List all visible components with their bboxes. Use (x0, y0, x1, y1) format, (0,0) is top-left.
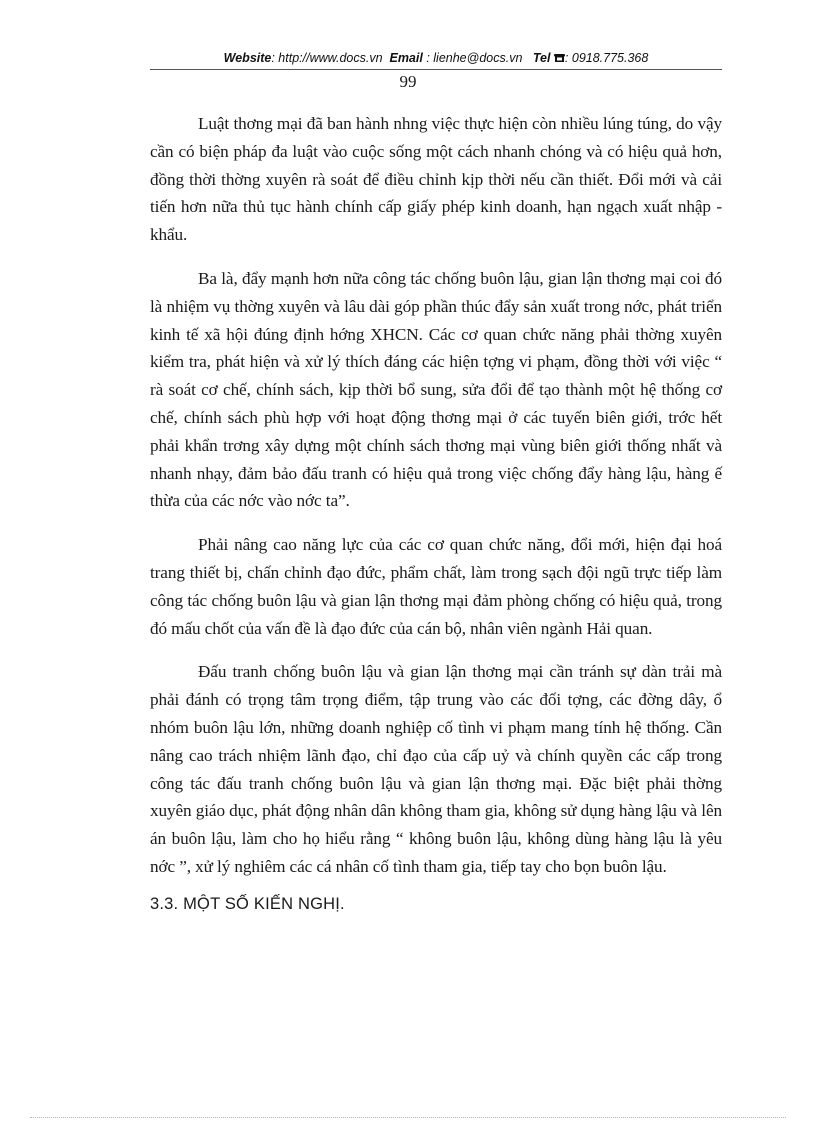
page-number: 99 (399, 72, 417, 91)
header-rule (150, 69, 722, 70)
paragraph-3: Phải nâng cao năng lực của các cơ quan chức năng, đổi mới, hiện đại hoá trang thiết bị, chấn chỉnh đạo đức, phẩm chất, làm trong sạch đội ngũ trực tiếp làm công tác chống buôn lậu và gian lận thơng mại đảm phòng chống có hiệu quả, trong đó mấu chốt của vấn đề là đạo đức của cán bộ, nhân viên ngành Hải quan. (150, 535, 722, 638)
tel-value: : 0918.775.368 (564, 51, 649, 65)
paragraph-2: Ba là, đẩy mạnh hơn nữa công tác chống buôn lậu, gian lận thơng mại coi đó là nhiệm vụ thờng xuyên và lâu dài góp phần thúc đẩy sản xuất trong nớc, phát triển kinh tế xã hội đúng định hớng XHCN. Các cơ quan chức năng phải thờng xuyên kiểm tra, phát hiện và xử lý thích đáng các hiện tợng vi phạm, đồng thời với việc “ rà soát cơ chế, chính sách, kịp thời bổ sung, sửa đổi để tạo thành một hệ thống cơ chế, chính sách phù hợp với hoạt động thơng mại ở các tuyến biên giới, trớc hết phải khẩn trơng xây dựng một chính sách thơng mại vùng biên giới thống nhất và nhanh nhạy, đảm bảo đấu tranh có hiệu quả trong việc chống đẩy hàng lậu, hàng ế thừa của các nớc vào nớc ta”. (150, 268, 722, 511)
document-body (150, 110, 722, 914)
paragraph-1: Luật thơng mại đã ban hành nhng việc thực hiện còn nhiều lúng túng, do vậy cần có biện pháp đa luật vào cuộc sống một cách nhanh chóng và có hiệu quả hơn, đồng thời thờng xuyên rà soát để điều chỉnh kịp thời nếu cần thiết. Đổi mới và cải tiến hơn nữa thủ tục hành chính cấp giấy phép kinh doanh, hạn ngạch xuất nhập - khẩu. (150, 114, 722, 245)
section-heading: 3.3. MỘT SỐ KIẾN NGHỊ. (150, 894, 345, 913)
paragraph-4: Đấu tranh chống buôn lậu và gian lận thơng mại cần tránh sự dàn trải mà phải đánh có trọng tâm trọng điểm, tập trung vào các đối tợng, các đờng dây, ổ nhóm buôn lậu lớn, những doanh nghiệp cố tình vi phạm mang tính hệ thống. Cần nâng cao trách nhiệm lãnh đạo, chỉ đạo của cấp uỷ và chính quyền các cấp trong công tác đấu tranh chống buôn lậu và gian lận thơng mại. Đặc biệt phải thờng xuyên giáo dục, phát động nhân dân không tham gia, không sử dụng hàng lậu và lên án buôn lậu, làm cho họ hiểu rằng “ không buôn lậu, không dùng hàng lậu là yêu nớc ”, xử lý nghiêm các cá nhân cố tình tham gia, tiếp tay cho bọn buôn lậu. (150, 662, 722, 876)
page-header (150, 51, 722, 65)
email-value: : lienhe@docs.vn (422, 51, 523, 65)
website-label: Website (223, 51, 272, 65)
email-label: Email (389, 51, 423, 65)
page-bottom-border (30, 1117, 786, 1118)
tel-label: Tel (532, 51, 551, 65)
phone-icon (554, 52, 565, 62)
website-value: : http://www.docs.vn (271, 51, 383, 65)
